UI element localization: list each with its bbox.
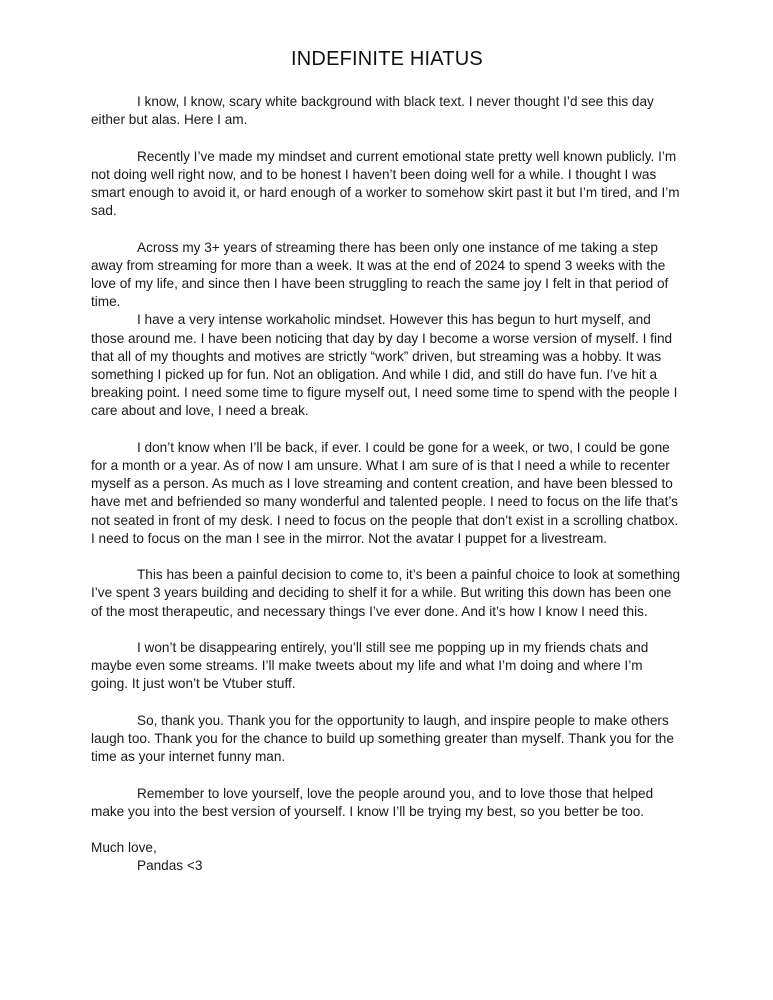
signoff: Much love, — [91, 840, 157, 856]
paragraph-intro: I know, I know, scary white background with black text. I never thought I’d see this day either but alas. Here I am. — [91, 94, 654, 128]
signature: Pandas <3 — [137, 858, 203, 874]
paragraph-painful-decision: This has been a painful decision to come to, it’s been a painful choice to look at something I’ve spent 3 years building and deciding to shelf it for a while. But writing this down has been one of the most therapeutic, and necessary things I’ve ever done. And it’s how I know I need this. — [91, 567, 681, 619]
document-title: INDEFINITE HIATUS — [291, 48, 483, 70]
paragraph-streaming-history: Across my 3+ years of streaming there has been only one instance of me taking a step away from streaming for more than a week. It was at the end of 2024 to spend 3 weeks with the love of my life, and since then I have been struggling to reach the same joy I felt in that period of time. — [91, 239, 669, 310]
paragraph-mindset: Recently I’ve made my mindset and current emotional state pretty well known publicly. I’m not doing well right now, and to be honest I haven’t been doing well for a while. I thought I was smart enough to avoid it, or hard enough of a worker to somehow skirt past it but I’m tired, and I’m sad. — [91, 148, 680, 219]
paragraph-return-unknown: I don’t know when I’ll be back, if ever. I could be gone for a week, or two, I could be gone for a month or a year. As of now I am unsure. What I am sure of is that I need a while to recenter myself as a person. As much as I love streaming and content creation, and have been blessed to have met and befriended so many wonderful and talented people. I need to focus on the life that’s not seated in front of my desk. I need to focus on the people that don’t exist in a scrolling chatbox. I need to focus on the man I see in the mirror. Not the avatar I puppet for a livestream. — [91, 439, 679, 546]
paragraph-workaholic: I have a very intense workaholic mindset. However this has begun to hurt myself, and those around me. I have been noticing that day by day I become a worse version of myself. I find that all of my thoughts and motives are strictly “work” driven, but streaming was a hobby. It was something I picked up for fun. Not an obligation. And while I did, and still do have fun. I’ve hit a breaking point. I need some time to figure myself out, I need some time to spend with the people I care about and love, I need a break. — [91, 312, 678, 419]
paragraph-not-disappearing: I won’t be disappearing entirely, you’ll still see me popping up in my friends chats and maybe even some streams. I’ll make tweets about my life and what I’m doing and where I’m going. It just won’t be Vtuber stuff. — [91, 640, 649, 692]
paragraph-remember: Remember to love yourself, love the people around you, and to love those that helped make you into the best version of yourself. I know I’ll be trying my best, so you better be too. — [91, 785, 654, 819]
paragraph-thank-you: So, thank you. Thank you for the opportunity to laugh, and inspire people to make others laugh too. Thank you for the chance to build up something greater than myself. Thank you for the time as your internet funny man. — [91, 712, 674, 765]
